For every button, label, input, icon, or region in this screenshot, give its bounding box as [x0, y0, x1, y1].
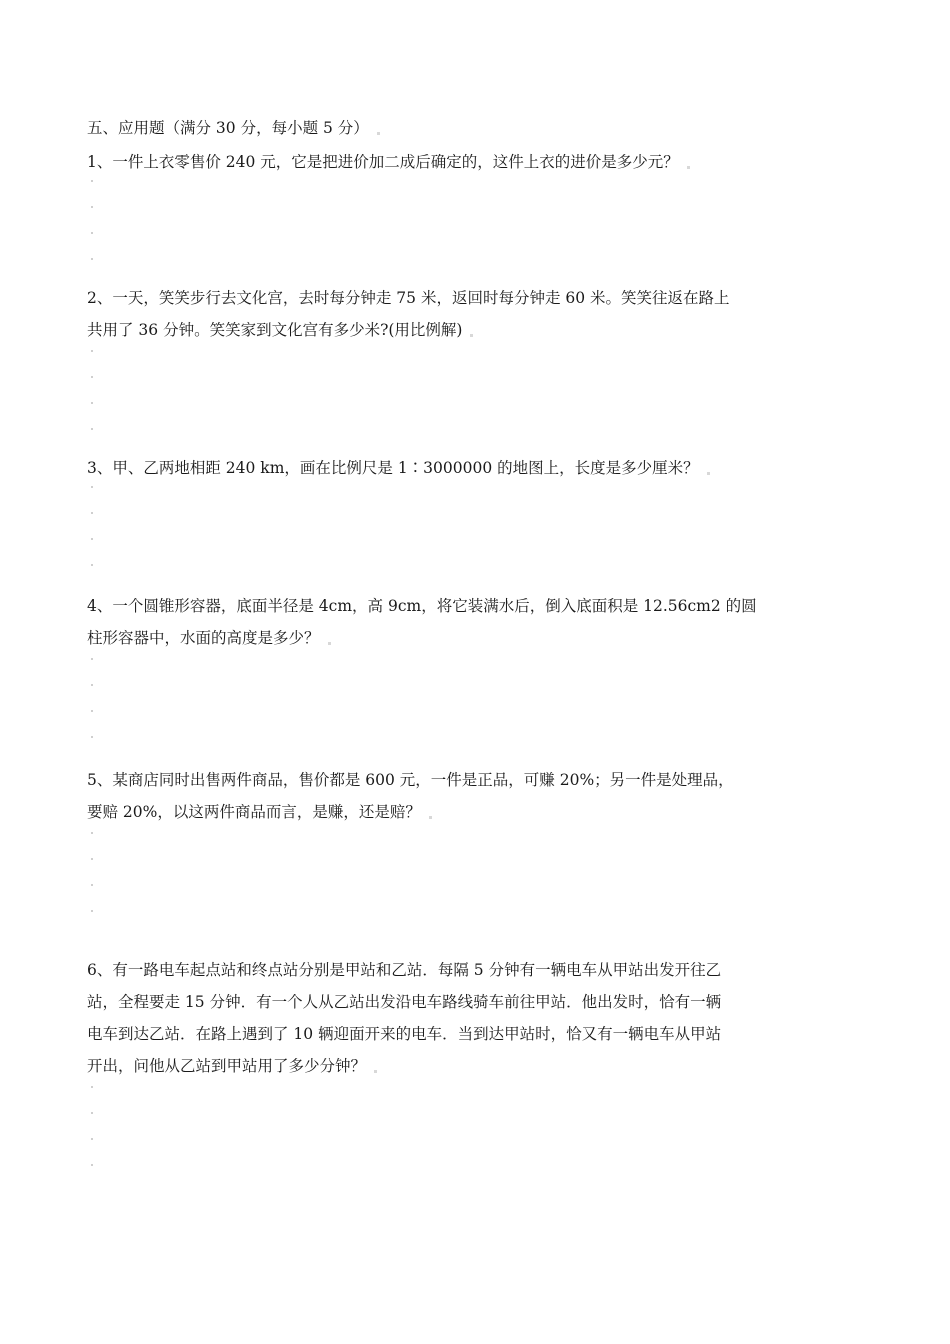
- question-line: 共用了 36 分钟。笑笑家到文化宫有多少米?(用比例解): [87, 318, 867, 350]
- paragraph-mark-icon: [470, 334, 473, 337]
- question-line: 柱形容器中，水面的高度是多少？: [87, 626, 867, 658]
- blank-line-marker: [91, 1164, 93, 1166]
- blank-line-marker: [91, 564, 93, 566]
- blank-line-marker: [91, 512, 93, 514]
- blank-line-marker: [91, 428, 93, 430]
- blank-line-marker: [91, 1086, 93, 1088]
- answer-space: [87, 1086, 867, 1166]
- blank-line-marker: [91, 486, 93, 488]
- blank-line-marker: [91, 1112, 93, 1114]
- blank-line-marker: [91, 180, 93, 182]
- question-1: [87, 150, 867, 284]
- question-2: [87, 286, 867, 454]
- question-line: 电车到达乙站．在路上遇到了 10 辆迎面开来的电车．当到达甲站时，恰又有一辆电车从甲站: [87, 1025, 722, 1043]
- blank-line-marker: [91, 206, 93, 208]
- blank-line-marker: [91, 710, 93, 712]
- blank-line-marker: [91, 658, 93, 660]
- answer-space: [87, 350, 867, 430]
- question-3: [87, 456, 867, 590]
- question-line: 4、一个圆锥形容器，底面半径是 4cm，高 9cm，将它装满水后，倒入底面积是 12.56cm2 的圆: [87, 597, 757, 615]
- paragraph-mark-icon: [328, 642, 331, 645]
- paragraph-mark-icon: [707, 472, 710, 475]
- question-line: 6、有一路电车起点站和终点站分别是甲站和乙站．每隔 5 分钟有一辆电车从甲站出发开往乙: [87, 961, 722, 979]
- blank-line-marker: [91, 884, 93, 886]
- question-line: 开出，问他从乙站到甲站用了多少分钟？: [87, 1054, 867, 1086]
- blank-line-marker: [91, 1138, 93, 1140]
- paragraph-mark-icon: [374, 1070, 377, 1073]
- answer-space: [87, 180, 867, 260]
- question-4: [87, 594, 867, 762]
- question-line: 站，全程要走 15 分钟．有一个人从乙站出发沿电车路线骑车前往甲站．他出发时，恰有一辆: [87, 993, 722, 1011]
- section-heading-text: 五、应用题（满分 30 分，每小题 5 分）: [87, 119, 369, 137]
- answer-space: [87, 486, 867, 566]
- question-5: [87, 768, 867, 936]
- paragraph-mark-icon: [429, 816, 432, 819]
- paragraph-mark-icon: [377, 132, 380, 135]
- question-line: 5、某商店同时出售两件商品，售价都是 600 元，一件是正品，可赚 20%；另一件是处理品，: [87, 771, 734, 789]
- blank-line-marker: [91, 858, 93, 860]
- question-line: 1、一件上衣零售价 240 元，它是把进价加二成后确定的，这件上衣的进价是多少元？: [87, 150, 867, 180]
- blank-line-marker: [91, 736, 93, 738]
- question-line: 3、甲、乙两地相距 240 km，画在比例尺是 1∶3000000 的地图上，长度是多少厘米？: [87, 456, 867, 486]
- blank-line-marker: [91, 538, 93, 540]
- blank-line-marker: [91, 910, 93, 912]
- blank-line-marker: [91, 376, 93, 378]
- section-heading: [87, 116, 380, 140]
- blank-line-marker: [91, 232, 93, 234]
- blank-line-marker: [91, 832, 93, 834]
- blank-line-marker: [91, 684, 93, 686]
- blank-line-marker: [91, 402, 93, 404]
- question-line: 2、一天，笑笑步行去文化宫，去时每分钟走 75 米，返回时每分钟走 60 米。笑笑往返在路上: [87, 289, 730, 307]
- answer-space: [87, 658, 867, 738]
- question-6: [87, 958, 867, 1190]
- paragraph-mark-icon: [687, 166, 690, 169]
- blank-line-marker: [91, 258, 93, 260]
- question-line: 要赔 20%，以这两件商品而言，是赚，还是赔？: [87, 800, 867, 832]
- blank-line-marker: [91, 350, 93, 352]
- answer-space: [87, 832, 867, 912]
